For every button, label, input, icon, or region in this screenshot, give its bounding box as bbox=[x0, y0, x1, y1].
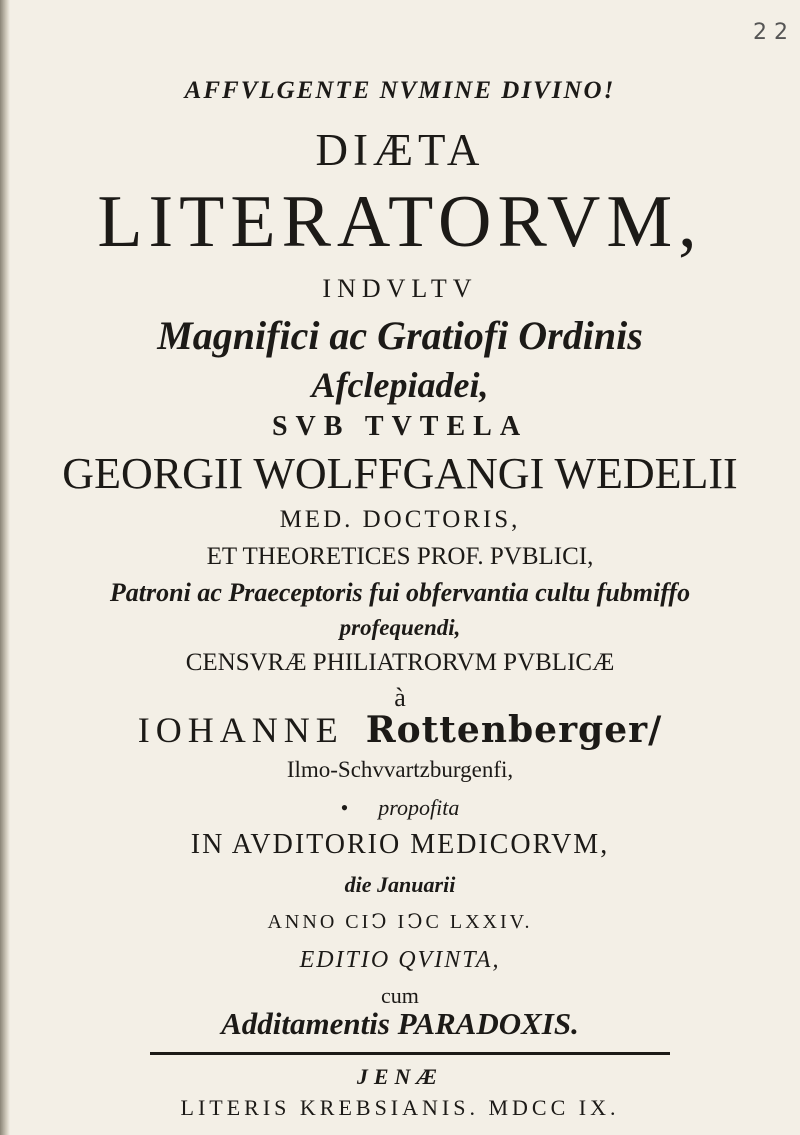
line-sub-tutela: SVB TVTELA bbox=[271, 411, 529, 442]
imprint-line: LITERIS KREBSIANIS. MDCC IX. bbox=[180, 1095, 620, 1120]
author-iohanne: IOHANNE bbox=[137, 710, 344, 750]
line-theoretices: ET THEORETICES PROF. PVBLICI, bbox=[206, 543, 594, 570]
line-additamentis: Additamentis PARADOXIS. bbox=[221, 1006, 579, 1041]
ink-mark-icon: • bbox=[340, 795, 349, 820]
line-magnifici: Magnifici ac Gratiofi Ordinis bbox=[157, 313, 643, 358]
line-patroni: Patroni ac Praeceptoris fui obfervantia cultu fubmiffo bbox=[109, 578, 691, 607]
title-literatorum: LITERATORVM, bbox=[97, 181, 703, 263]
horizontal-rule bbox=[150, 1052, 670, 1055]
line-proposita bbox=[0, 797, 800, 819]
line-prosequendi: profequendi, bbox=[339, 615, 461, 640]
line-a: à bbox=[394, 683, 406, 712]
line-cum: cum bbox=[381, 983, 419, 1008]
line-die-januarii: die Januarii bbox=[344, 872, 456, 897]
line-ilmo: Ilmo-Schvvartzburgenfi, bbox=[286, 757, 514, 782]
line-author bbox=[0, 709, 800, 751]
line-med-doctoris: MED. DOCTORIS, bbox=[279, 506, 521, 533]
invocation-line: AFFVLGENTE NVMINE DIVINO! bbox=[184, 77, 616, 104]
line-editio: EDITIO QVINTA, bbox=[299, 947, 501, 973]
line-asclepiadei: Afclepiadei, bbox=[311, 365, 489, 405]
line-jenae: JENÆ bbox=[356, 1064, 444, 1089]
line-indultu: INDVLTV bbox=[322, 274, 478, 303]
line-censurae: CENSVRÆ PHILIATRORVM PVBLICÆ bbox=[185, 649, 615, 676]
corner-page-mark: 2 2 bbox=[753, 20, 788, 45]
line-anno: ANNO CIↃ IↃC LXXIV. bbox=[267, 911, 533, 933]
proposita-text: propofita bbox=[378, 795, 460, 820]
author-rottenberger: Rottenberger/ bbox=[365, 709, 663, 751]
line-wedelius-name: GEORGII WOLFFGANGI WEDELII bbox=[62, 449, 738, 498]
title-diaeta: DIÆTA bbox=[315, 125, 485, 175]
line-auditorio: IN AVDITORIO MEDICORVM, bbox=[190, 829, 610, 860]
